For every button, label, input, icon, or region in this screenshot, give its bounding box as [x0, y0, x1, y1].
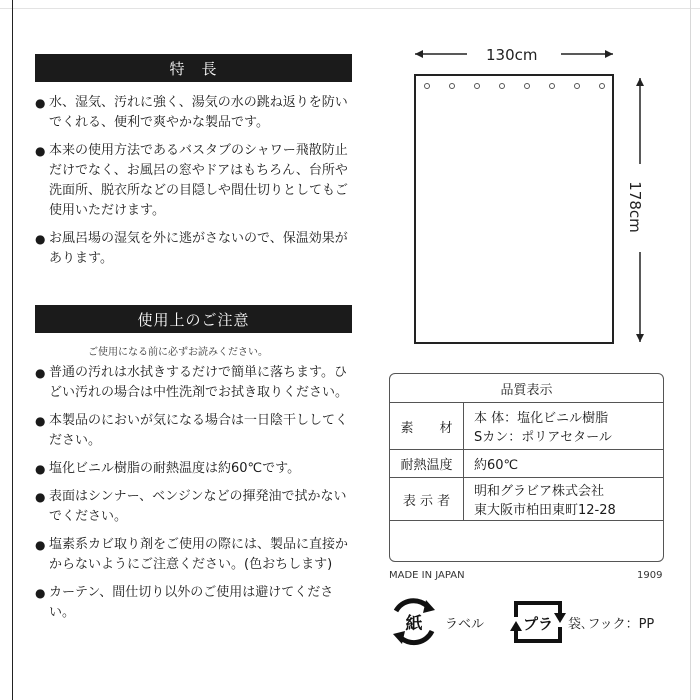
height-label: 178cm [625, 181, 644, 233]
bullet-icon: ● [35, 490, 46, 504]
caution-item: ● カーテン、間仕切り以外のご使用は避けてください。 [35, 585, 334, 620]
curtain-ring-icon [424, 83, 430, 89]
paper-label: ラベル [445, 617, 485, 632]
heat-label: 耐熱温度 [390, 450, 464, 477]
curtain-ring-icon [524, 83, 530, 89]
bullet-icon: ● [35, 144, 46, 158]
feature-item: ● 水、湿気、汚れに強く、湯気の水の跳ね返りを防いでくれる、便利で爽やかな製品です。 [35, 95, 348, 130]
feature-item: ● お風呂場の湿気を外に逃がさないので、保温効果があります。 [35, 231, 348, 266]
features-list [35, 93, 355, 269]
bullet-icon: ● [35, 538, 46, 552]
plastic-label: 袋､フック：PP [568, 617, 655, 632]
plastic-recycle-icon [510, 597, 566, 647]
heat-value: 約60℃ [474, 458, 519, 473]
caution-item: ● 本製品のにおいが気になる場合は一日陰干ししてください。 [35, 413, 349, 448]
frame-right-line [690, 0, 691, 700]
origin-text: MADE IN JAPAN [389, 570, 465, 581]
curtain-ring-icon [474, 83, 480, 89]
plastic-mark-text: プラ [522, 615, 554, 633]
bullet-icon: ● [35, 414, 46, 428]
maker-row [390, 478, 663, 521]
material-row [390, 403, 663, 450]
frame-left-line [12, 0, 13, 700]
bullet-icon: ● [35, 586, 46, 600]
quality-title: 品質表示 [390, 374, 663, 403]
curtain-ring-icon [499, 83, 505, 89]
caution-item: ● 塩化ビニル樹脂の耐熱温度は約60℃です。 [35, 459, 355, 479]
material-label: 素 材 [390, 403, 464, 449]
curtain-ring-icon [449, 83, 455, 89]
curtain-ring-icon [599, 83, 605, 89]
features-title-bar [35, 54, 352, 82]
caution-item: ● 表面はシンナー、ベンジンなどの揮発油で拭かないでください。 [35, 489, 347, 524]
bullet-icon: ● [35, 232, 46, 246]
features-title: 特 長 [169, 59, 218, 78]
caution-item: ● 塩素系カビ取り剤をご使用の際には、製品に直接かからないようにご注意ください。(色おちします) [35, 537, 349, 572]
paper-mark-text: 紙 [405, 614, 423, 634]
curtain-ring-icon [574, 83, 580, 89]
material-value: 本 体：塩化ビニル樹脂 Sカン：ポリアセタール [474, 411, 612, 445]
bullet-icon: ● [35, 462, 46, 476]
paper-recycle-icon [388, 597, 440, 647]
feature-item: ● 本来の使用方法であるバスタブのシャワー飛散防止だけでなく、お風呂の窓やドアはもちろん、台所や洗面所、脱衣所などの目隠しや間仕切りとしてもご使用いただけます。 [35, 143, 349, 218]
cautions-title: 使用上のご注意 [137, 310, 250, 329]
maker-label: 表 示 者 [390, 478, 464, 520]
width-label: 130cm [486, 46, 538, 64]
heat-row [390, 450, 663, 478]
code-text: 1909 [637, 570, 663, 581]
cautions-note: ご使用になる前に必ずお読みください。 [88, 347, 268, 358]
bullet-icon: ● [35, 366, 46, 380]
curtain-diagram [414, 74, 614, 344]
frame-top-line [0, 8, 700, 9]
cautions-title-bar [35, 305, 352, 333]
bullet-icon: ● [35, 96, 46, 110]
caution-item: ● 普通の汚れは水拭きするだけで簡単に落ちます。ひどい汚れの場合は中性洗剤でお拭き取りください。 [35, 365, 349, 400]
quality-table [389, 373, 664, 562]
cautions-list [35, 363, 355, 623]
curtain-ring-icon [549, 83, 555, 89]
maker-value: 明和グラビア株式会社 東大阪市柏田東町12-28 [474, 484, 616, 518]
